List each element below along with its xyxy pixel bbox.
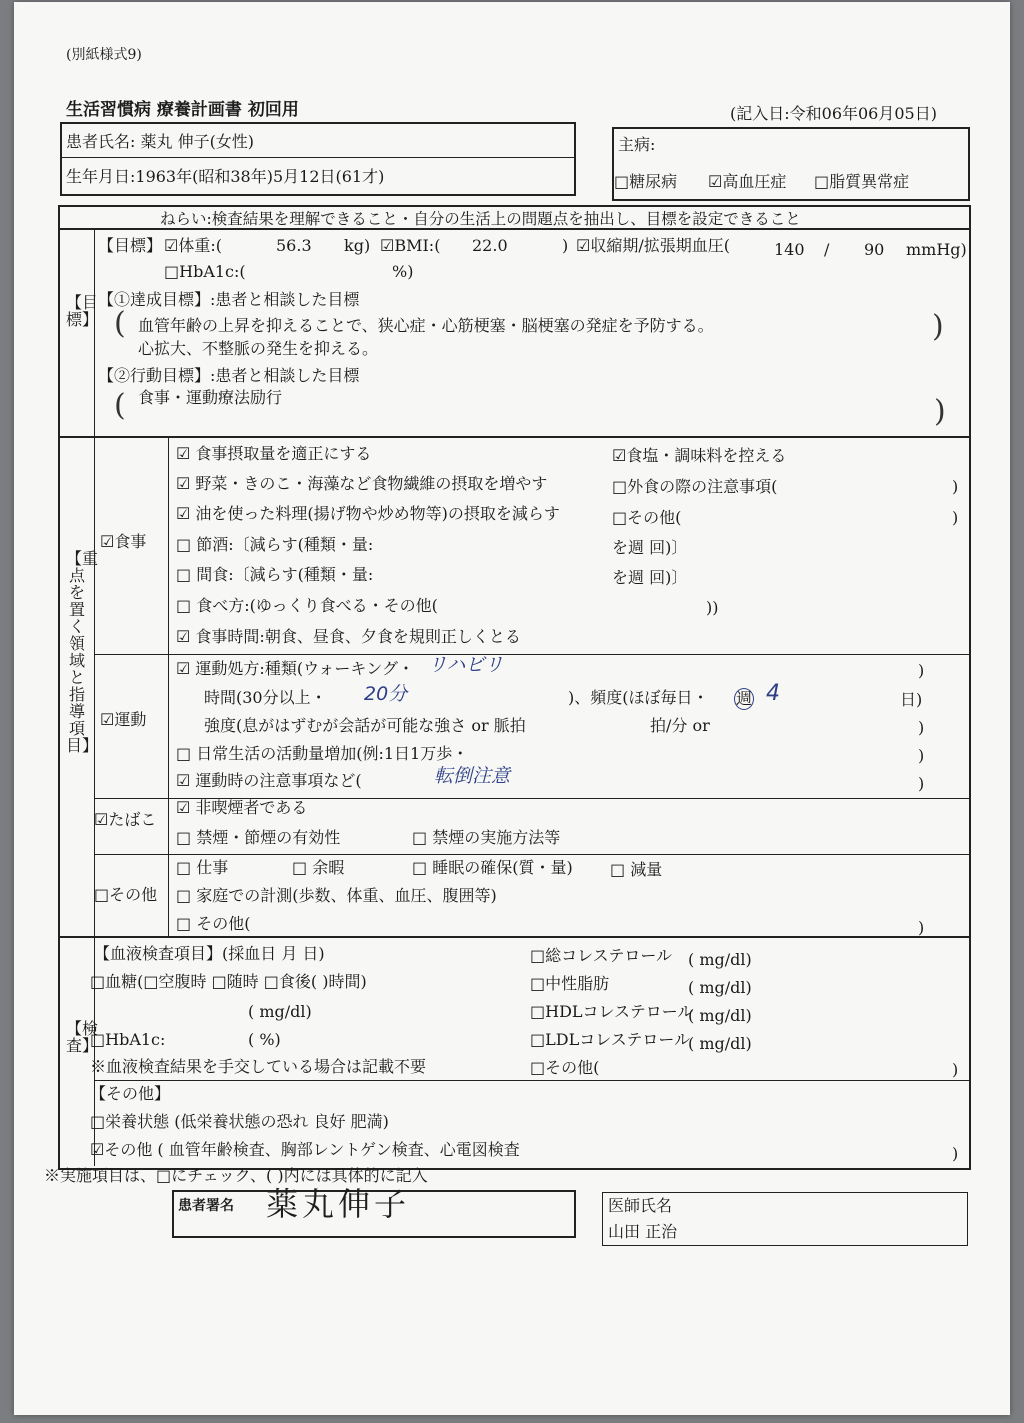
exercise-daily-activity: □ 日常生活の活動量増加(例:1日1万歩・ <box>176 744 469 763</box>
disease-label: 主病: <box>618 135 656 154</box>
goals-tag: 【目標】 <box>98 236 163 255</box>
doctor-name: 山田 正治 <box>608 1222 678 1241</box>
divider <box>94 1080 969 1081</box>
divider <box>58 936 969 938</box>
other-label: □その他 <box>94 885 158 904</box>
lipid-triglyceride: □中性脂肪 <box>530 974 610 993</box>
patient-dob: 生年月日:1963年(昭和38年)5月12日(61才) <box>66 167 385 186</box>
lipid-unit-1: ( mg/dl) <box>688 950 752 969</box>
action-bracket-right: ) <box>934 394 946 429</box>
diet-snack-freq: を週 回)〕 <box>612 568 688 587</box>
other-close: ) <box>918 918 925 937</box>
exam-right-other-close: ) <box>952 1060 959 1079</box>
signature-label: 患者署名 <box>178 1198 234 1214</box>
exam-other-close: ) <box>952 1144 959 1163</box>
bp-check: ☑収縮期/拡張期血圧( <box>576 236 730 255</box>
disease-diabetes: □糖尿病 <box>614 172 678 191</box>
exercise-close-1: ) <box>918 661 925 680</box>
other-other: □ その他( <box>176 914 251 933</box>
patient-signature: 薬丸伸子 <box>266 1185 411 1223</box>
lipid-ldl: □LDLコレステロール <box>530 1030 691 1049</box>
aim-text: ねらい:検査結果を理解できること・自分の生活上の問題点を抽出し、目標を設定できること <box>160 210 801 228</box>
exercise-prescription: ☑ 運動処方:種類(ウォーキング・ <box>176 659 414 678</box>
divider <box>58 436 969 438</box>
blood-test-note: ※血液検査結果を手交している場合は記載不要 <box>90 1057 427 1076</box>
achieve-goal-line2: 心拡大、不整脈の発生を抑える。 <box>138 339 379 358</box>
achieve-bracket-left: ( <box>114 306 126 341</box>
hba1c-goal-unit: %) <box>392 262 414 281</box>
other-sleep: □ 睡眠の確保(質・量) <box>412 858 573 877</box>
lipid-unit-2: ( mg/dl) <box>688 978 752 997</box>
exercise-close-4: ) <box>918 774 925 793</box>
action-goal-line1: 食事・運動療法励行 <box>138 388 283 407</box>
exercise-time-label: 時間(30分以上・ <box>204 688 327 707</box>
exercise-label: ☑運動 <box>100 710 147 729</box>
action-bracket-left: ( <box>114 388 126 423</box>
achieve-bracket-right: ) <box>932 309 944 344</box>
diet-item-2: ☑ 野菜・きのこ・海藻など食物繊維の摂取を増やす <box>176 474 548 493</box>
blood-hba1c: □HbA1c: <box>90 1030 166 1049</box>
form-page <box>14 2 1010 1415</box>
diet-right-3: □その他( <box>612 508 682 527</box>
exercise-caution-handwritten: 転倒注意 <box>434 765 511 787</box>
exam-side-label: 【検査】 <box>66 1019 99 1055</box>
diet-item-1: ☑ 食事摂取量を適正にする <box>176 444 372 463</box>
achieve-goal-label: 【①達成目標】:患者と相談した目標 <box>98 290 360 309</box>
exam-right-other: □その他( <box>530 1058 600 1077</box>
diet-item-5: □ 間食:〔減らす(種類・量: <box>176 565 374 584</box>
exam-other-tests: ☑その他 ( 血管年齢検査、胸部レントゲン検査、心電図検査 <box>90 1140 520 1159</box>
exercise-time-handwritten: 20分 <box>364 683 408 705</box>
exercise-intensity-unit: 拍/分 or <box>650 716 710 735</box>
lipid-unit-4: ( mg/dl) <box>688 1034 752 1053</box>
disease-dyslipidemia: □脂質異常症 <box>814 172 910 191</box>
exercise-intensity: 強度(息がはずむが会話が可能な強さ or 脈拍 <box>204 716 526 735</box>
weight-check: ☑体重:( <box>164 236 222 255</box>
other-work: □ 仕事 <box>176 858 229 877</box>
form-title: 生活習慣病 療養計画書 初回用 <box>66 100 299 120</box>
entry-date: (記入日:令和06年06月05日) <box>730 104 937 123</box>
footer-note: ※実施項目は、□にチェック、( )内には具体的に記入 <box>44 1166 428 1185</box>
divider <box>94 654 969 655</box>
bmi-close: ) <box>562 236 569 255</box>
exercise-caution: ☑ 運動時の注意事項など( <box>176 771 362 790</box>
exercise-close-2: ) <box>918 718 925 737</box>
disease-hypertension: ☑高血圧症 <box>708 172 787 191</box>
lipid-total-cholesterol: □総コレステロール <box>530 946 672 965</box>
doctor-label: 医師氏名 <box>608 1196 673 1215</box>
bp-unit: mmHg) <box>906 240 967 259</box>
other-home-measure: □ 家庭での計測(歩数、体重、血圧、腹囲等) <box>176 886 497 905</box>
lipid-unit-3: ( mg/dl) <box>688 1006 752 1025</box>
exercise-frequency-handwritten: 4 <box>766 681 780 706</box>
action-goal-label: 【②行動目標】:患者と相談した目標 <box>98 366 360 385</box>
week-circled: 週 <box>736 689 753 708</box>
goals-side-label: 【目標】 <box>66 293 99 329</box>
achieve-goal-line1: 血管年齢の上昇を抑えることで、狭心症・心筋梗塞・脳梗塞の発症を予防する。 <box>138 316 714 335</box>
exam-nutrition: □栄養状態 (低栄養状態の恐れ 良好 肥満) <box>90 1112 389 1131</box>
divider <box>60 157 574 158</box>
diet-item-3: ☑ 油を使った料理(揚げ物や炒め物等)の摂取を減らす <box>176 504 560 523</box>
tobacco-non-smoker: ☑ 非喫煙者である <box>176 798 308 817</box>
bp-diastolic: 90 <box>864 240 885 259</box>
blood-glucose: □血糖(□空腹時 □随時 □食後( )時間) <box>90 972 367 991</box>
divider <box>168 436 169 936</box>
focus-side-label: 【重点を置く領域と指導項目】 <box>66 549 99 755</box>
lipid-hdl: □HDLコレステロール <box>530 1002 694 1021</box>
tobacco-label: ☑たばこ <box>94 810 157 829</box>
bmi-check: ☑BMI:( <box>380 236 441 255</box>
diet-alcohol-freq: を週 回)〕 <box>612 538 688 557</box>
diet-item-7: ☑ 食事時間:朝食、昼食、夕食を規則正しくとる <box>176 627 521 646</box>
diet-label: ☑食事 <box>100 532 147 551</box>
diet-right-3-close: ) <box>952 508 959 527</box>
other-leisure: □ 余暇 <box>292 858 345 877</box>
diet-item-4: □ 節酒:〔減らす(種類・量: <box>176 535 374 554</box>
diet-right-1: ☑食塩・調味料を控える <box>612 446 787 465</box>
other-weight-loss: □ 減量 <box>610 860 663 879</box>
blood-hba1c-unit: ( %) <box>248 1030 281 1049</box>
divider <box>94 854 969 855</box>
weight-value: 56.3 <box>276 236 312 255</box>
diet-right-2: □外食の際の注意事項( <box>612 477 778 496</box>
hba1c-goal: □HbA1c:( <box>164 262 246 281</box>
exercise-type-handwritten: リハビリ <box>428 654 504 676</box>
tobacco-benefit: □ 禁煙・節煙の有効性 <box>176 828 341 847</box>
exercise-close-3: ) <box>918 746 925 765</box>
diet-eating-close: )) <box>706 598 719 617</box>
patient-name: 患者氏名: 薬丸 伸子(女性) <box>66 132 255 151</box>
exercise-frequency-label: )、頻度(ほぼ毎日・ <box>568 688 709 707</box>
tobacco-methods: □ 禁煙の実施方法等 <box>412 828 561 847</box>
diet-right-2-close: ) <box>952 477 959 496</box>
exam-other-header: 【その他】 <box>90 1084 171 1103</box>
diet-item-6: □ 食べ方:(ゆっくり食べる・その他( <box>176 596 438 615</box>
bp-systolic: 140 <box>774 240 805 259</box>
exercise-frequency-unit: 日) <box>900 690 923 709</box>
bmi-value: 22.0 <box>472 236 508 255</box>
blood-test-header: 【血液検査項目】(採血日 月 日) <box>94 944 325 963</box>
blood-glucose-unit: ( mg/dl) <box>248 1002 312 1021</box>
form-number: (別紙様式9) <box>66 47 142 63</box>
bp-slash: / <box>824 240 830 259</box>
weight-unit: kg) <box>344 236 371 255</box>
